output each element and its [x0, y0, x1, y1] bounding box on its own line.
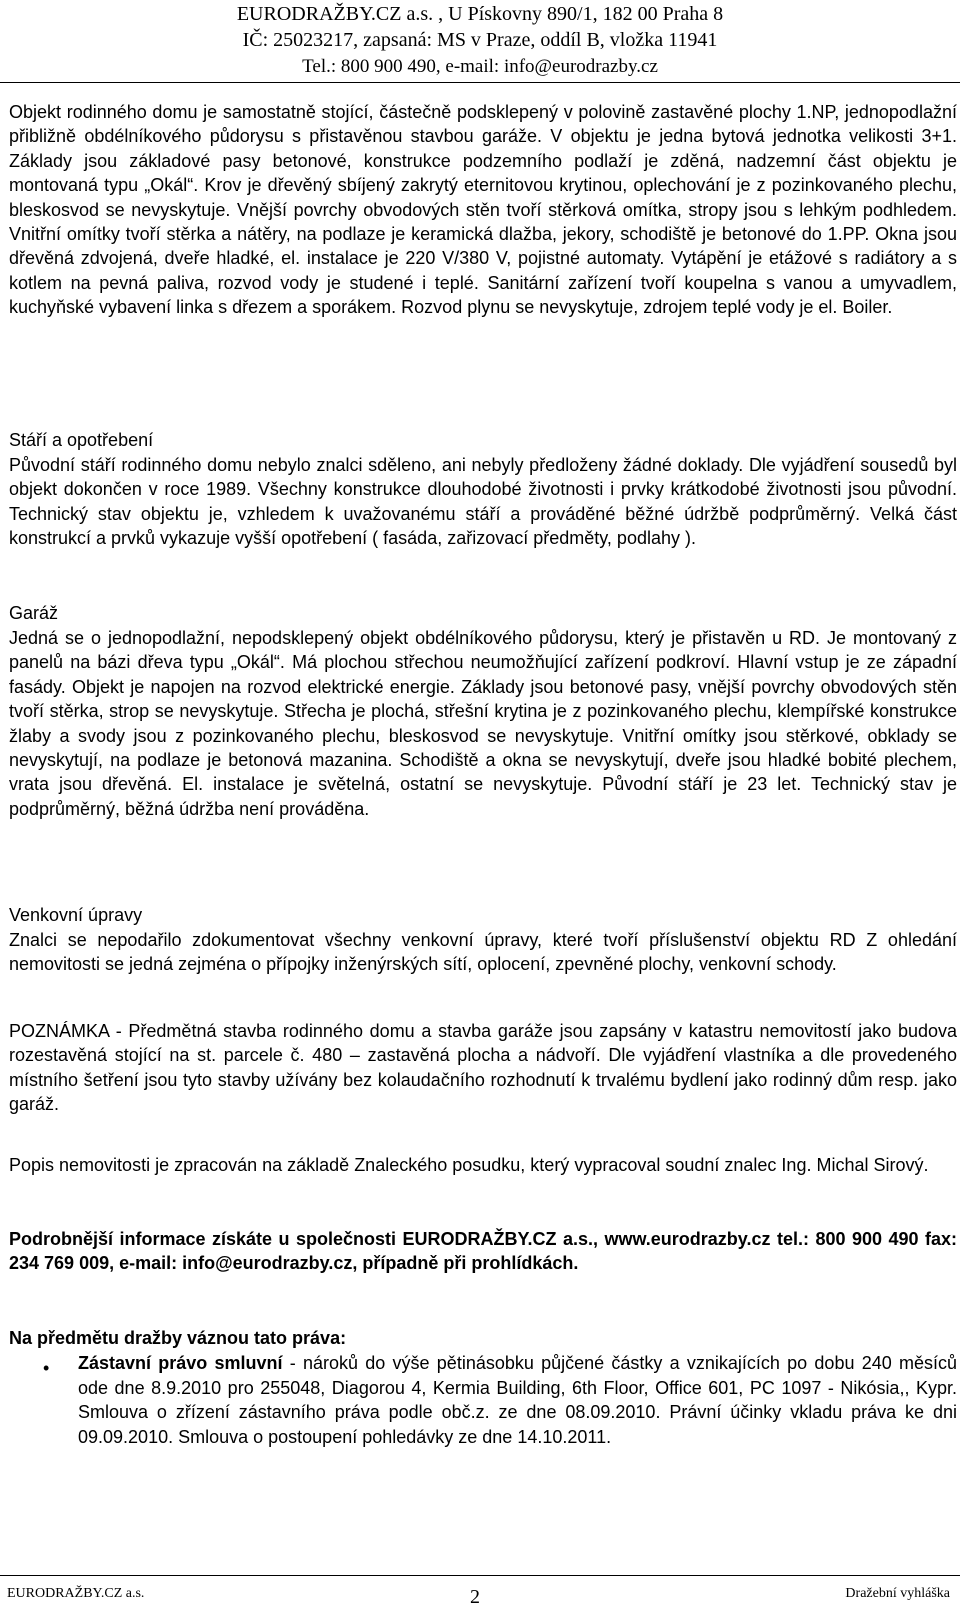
outdoor-paragraph: Znalci se nepodařilo zdokumentovat všechny venkovní úpravy, které tvoří příslušenství objektu RD Z ohledání nemovitosti se jedná zejména o přípojky inženýrských sítí, oplocení, zpevněné plochy, venkovní schody.: [9, 930, 957, 975]
note-paragraph: POZNÁMKA - Předmětná stavba rodinného domu a stavba garáže jsou zapsány v katastru nemovitostí jako budova rozestavěná stojící na st. parcele č. 480 – zastavěná plocha a nádvoří. Dle vyjádření vlastníka a dle provedeného místního šetření jsou tyto stavby užívány bez kolaudačního rozhodnutí k trvalému bydlení jako rodinný dům resp. jako garáž.: [9, 1021, 957, 1115]
page-number: 2: [470, 1586, 480, 1608]
rights-item-text: [78, 1351, 957, 1449]
rights-list-item: [9, 1351, 957, 1481]
rights-item-title: Zástavní právo smluvní: [78, 1353, 283, 1373]
footer-document-type: Dražební vyhláška: [845, 1586, 950, 1601]
rights-item-detail: - nároků do výše pětinásobku půjčené částky a vznikajících po dobu 240 měsíců ode dne 8.9.2010 pro 255048, Diagorou 4, Kermia Building, 6th Floor, Office 601, PC 1097 - Nikósia,, Kypr. Smlouva o zřízení zástavního práva podle obč.z. ze dne 08.09.2010. Právní účinky vkladu práva ke dni 09.09.2010. Smlouva o postoupení pohledávky ze dne 14.10.2011.: [78, 1353, 957, 1447]
age-paragraph: Původní stáří rodinného domu nebylo znalci sděleno, ani nebyly předloženy žádné doklady. Dle vyjádření sousedů byl objekt dokončen v roce 1989. Všechny konstrukce dlouhodobé životnosti i prvky krátkodobé životnosti jsou původní. Technický stav objektu je, vzhledem k uvažovanému stáří a prováděné běžné údržbě podprůměrný. Velká část konstrukcí a prvků vykazuje vyšší opotřebení ( fasáda, zařizovací předměty, podlahy ).: [9, 455, 957, 549]
header-contact-line: Tel.: 800 900 490, e-mail: info@eurodrazby.cz: [302, 56, 658, 77]
page-header: [0, 0, 960, 83]
contact-info-paragraph: Podrobnější informace získáte u společnosti EURODRAŽBY.CZ a.s., www.eurodrazby.cz tel.: 800 900 490 fax: 234 769 009, e-mail: info@eurodrazby.cz, případně při prohlídkách.: [9, 1229, 957, 1274]
property-description-paragraph: Objekt rodinného domu je samostatně stojící, částečně podsklepený v polovině zastavěné plochy 1.NP, jednopodlažní přibližně obdélníkového půdorysu s přistavěnou stavbou garáže. V objektu je jedna bytová jednotka velikosti 3+1. Základy jsou základové pasy betonové, konstrukce podzemního podlaží je zděná, nadzemní část objektu je montovaná typu „Okál“. Krov je dřevěný sbíjený zakrytý eternitovou krytinou, oplechování je z pozinkovaného plechu, bleskosvod se nevyskytuje. Vnější povrchy obvodových stěn tvoří stěrková omítka, stropy jsou s lehkým podhledem. Vnitřní omítky tvoří stěrka a nátěry, na podlaze je keramická dlažba, jekory, schodiště je betonové do 1.PP. Okna jsou dřevěná zdvojená, dveře hladké, el. instalace je 220 V/380 V, pojistné automaty. Vytápění je etážové s radiátory a s kotlem na pevná paliva, rozvod vody je studené i teplé. Sanitární zařízení tvoří koupelna s vanou a umyvadlem, kuchyňské vybavení linka s dřezem a sporákem. Rozvod plynu se nevyskytuje, zdrojem teplé vody je el. Boiler.: [9, 102, 957, 318]
rights-heading: Na předmětu dražby váznou tato práva:: [9, 1328, 347, 1348]
source-paragraph: Popis nemovitosti je zpracován na základě Znaleckého posudku, který vypracoval soudní znalec Ing. Michal Sirový.: [9, 1155, 929, 1175]
header-company-line: EURODRAŽBY.CZ a.s. , U Pískovny 890/1, 182 00 Praha 8: [236, 3, 724, 25]
header-registration-line: IČ: 25023217, zapsaná: MS v Praze, oddíl B, vložka 11941: [242, 29, 718, 51]
garage-heading: Garáž: [9, 603, 59, 623]
age-heading: Stáří a opotřebení: [9, 430, 154, 450]
bullet-icon: •: [43, 1358, 50, 1378]
outdoor-heading: Venkovní úpravy: [9, 905, 143, 925]
page-footer: [0, 1575, 960, 1610]
garage-paragraph: Jedná se o jednopodlažní, nepodsklepený objekt obdélníkového půdorysu, který je přistavěn u RD. Je montovaný z panelů na bázi dřeva typu „Okál“. Má plochou střechou neumožňující zařízení podkroví. Hlavní vstup je ze západní fasády. Objekt je napojen na rozvod elektrické energie. Základy jsou betonové pasy, vnější povrchy obvodových stěn tvoří stěrka, strop se nevyskytuje. Střecha je plochá, střešní krytina je z pozinkovaného plechu, klempířské konstrukce žlaby a svody jsou z pozinkovaného plechu, bleskosvod se nevyskytuje. Vnitřní omítky jsou stěrkové, obklady se nevyskytují, na podlaze je betonová mazanina. Schodiště a okna se nevyskytují, dveře jsou hladké bobité plechem, vrata jsou dřevěná. El. instalace je světelná, ostatní se nevyskytuje. Původní stáří je 23 let. Technický stav je podprůměrný, běžná údržba není prováděna.: [9, 628, 957, 819]
footer-company: EURODRAŽBY.CZ a.s.: [7, 1586, 145, 1601]
